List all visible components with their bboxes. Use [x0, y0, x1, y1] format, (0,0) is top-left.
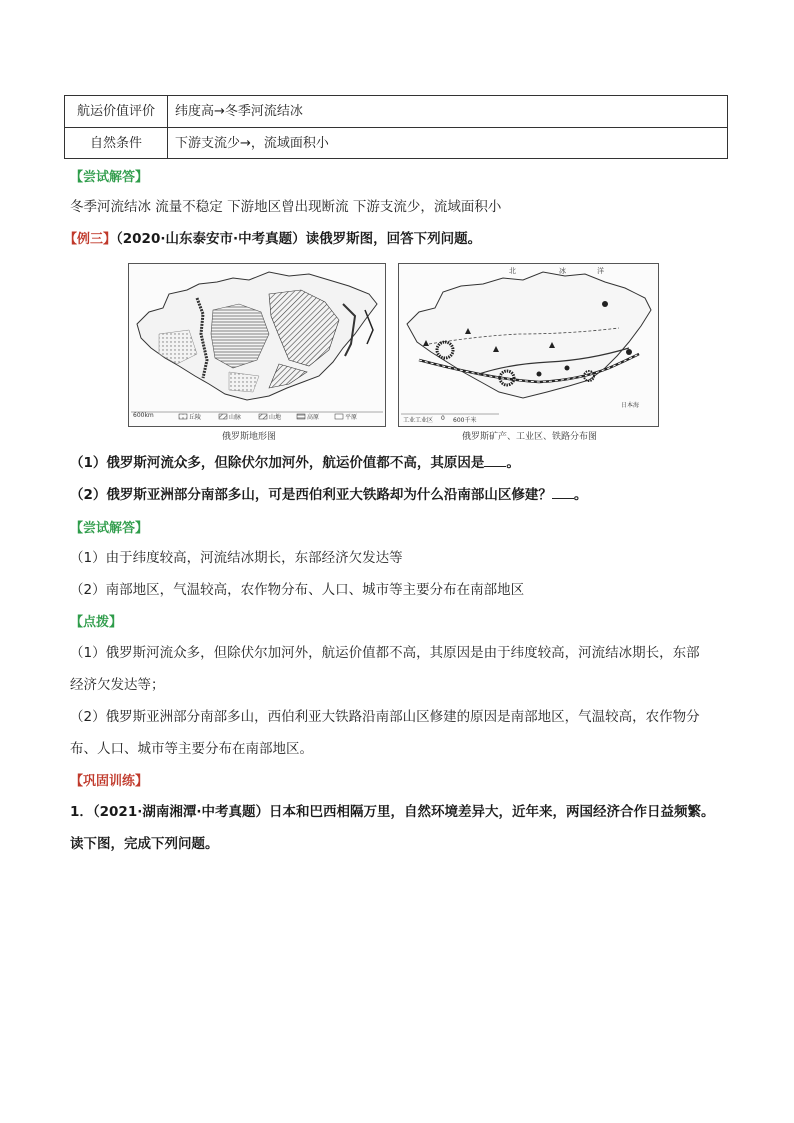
question-2-text: （2）俄罗斯亚洲部分南部多山，可是西伯利亚大铁路却为什么沿南部山区修建？ [70, 487, 552, 503]
map-label: 北 [509, 267, 516, 275]
table-cell-label: 航运价值评价 [76, 104, 155, 119]
try-answer-tag: 【尝试解答】 [70, 521, 149, 536]
legend-item: 工业工业区 [403, 417, 434, 424]
practice-question-1-cont: 读下图，完成下列问题。 [70, 836, 219, 852]
info-table [64, 95, 728, 159]
map-caption: 俄罗斯地形图 [222, 432, 277, 442]
industry-map-figure [399, 264, 658, 426]
table-cell-label: 自然条件 [89, 136, 142, 151]
legend-item: 山脉 [229, 414, 242, 421]
question-1-end: 。 [506, 455, 520, 471]
try-answer-text: 冬季河流结冰 流量不稳定 下游地区曾出现断流 下游支流少，流域面积小 [70, 199, 502, 215]
legend-item: 山地 [269, 414, 282, 421]
table-cell-value: 下游支流少→，流域面积小 [175, 136, 329, 151]
practice-question-1: 1．（2021·湖南湘潭·中考真题）日本和巴西相隔万里，自然环境差异大，近年来，两国经济合作日益频繁。 [70, 804, 715, 820]
table-cell-value: 纬度高→冬季河流结冰 [175, 104, 303, 119]
try-answer-tag: 【尝试解答】 [70, 170, 149, 185]
legend-scale: 0 [441, 415, 445, 422]
map-label: 日本海 [621, 402, 640, 409]
legend-scale: 600千米 [453, 417, 477, 424]
hint-paragraph-1: （1）俄罗斯河流众多，但除伏尔加河外，航运价值都不高，其原因是由于纬度较高，河流结冰期长，东部 [70, 645, 700, 661]
table-row [65, 96, 727, 127]
hint-tag: 【点拨】 [70, 615, 123, 630]
example-text: （2020·山东泰安市·中考真题）读俄罗斯图，回答下列问题。 [116, 231, 482, 247]
table-row [65, 128, 727, 159]
practice-tag: 【巩固训练】 [70, 774, 149, 789]
question-2-end: 。 [573, 487, 588, 503]
hint-paragraph-2: （2）俄罗斯亚洲部分南部多山，西伯利亚大铁路沿南部山区修建的原因是南部地区，气温较高，农作物分 [70, 709, 700, 725]
question-1 [70, 453, 520, 473]
legend-scale: 600km [133, 412, 154, 419]
legend-item: 高原 [307, 414, 320, 421]
answer-blank [484, 454, 506, 467]
answer-blank [552, 486, 574, 499]
legend-item: 平原 [345, 414, 358, 421]
russia-industry-map [398, 263, 659, 427]
question-2 [70, 485, 587, 505]
map-label: 冰 [559, 267, 566, 275]
example-heading [64, 229, 481, 250]
hint-paragraph-1-cont: 经济欠发达等； [70, 677, 165, 693]
answer-1: （1）由于纬度较高，河流结冰期长，东部经济欠发达等 [70, 550, 403, 566]
legend-item: 丘陵 [189, 414, 202, 421]
answer-2: （2）南部地区，气温较高，农作物分布、人口、城市等主要分布在南部地区 [70, 582, 525, 598]
question-1-text: （1）俄罗斯河流众多，但除伏尔加河外，航运价值都不高，其原因是 [70, 455, 485, 471]
terrain-map-figure [129, 264, 385, 426]
hint-paragraph-2-cont: 布、人口、城市等主要分布在南部地区。 [70, 741, 313, 757]
russia-terrain-map [128, 263, 386, 427]
map-caption: 俄罗斯矿产、工业区、铁路分布图 [462, 432, 598, 442]
example-tag: 【例三】 [64, 232, 117, 247]
map-label: 洋 [597, 267, 604, 275]
